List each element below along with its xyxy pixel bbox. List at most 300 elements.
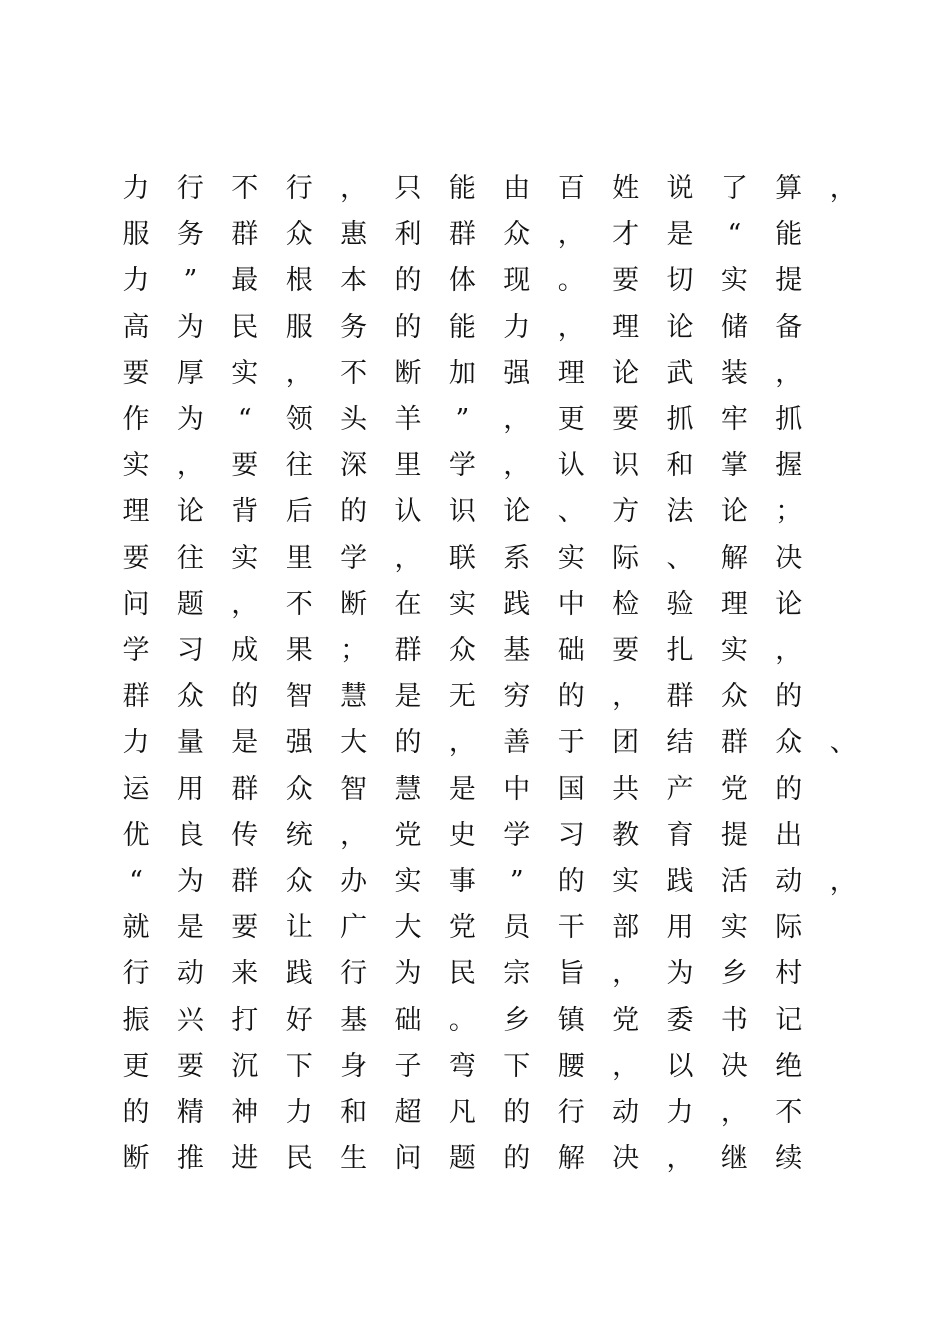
text-char: 用 [176,773,204,805]
text-char: 的 [394,727,422,759]
text-char: 作 [122,404,150,435]
text-char: 不 [231,173,259,204]
text-char: 检 [612,588,640,620]
text-char: 服 [285,311,313,343]
text-char: 委 [666,1004,694,1036]
text-char: 善 [503,727,531,759]
text-char: 产 [666,773,694,805]
text-char: 的 [231,681,259,713]
text-line [0,951,950,997]
text-char: 体 [448,265,476,297]
text-char: 要 [231,450,259,482]
text-char: 教 [612,819,640,851]
text-char: 习 [176,635,204,666]
text-char: 能 [448,173,476,204]
text-char: 大 [394,912,422,944]
text-char: 识 [448,496,476,528]
text-char: 记 [775,1004,803,1036]
text-char: ， [285,357,313,389]
text-char: 部 [612,912,640,944]
text-char: 下 [503,1050,531,1082]
text-line [0,905,950,951]
text-char: ” [455,404,470,435]
text-char: 问 [394,1143,422,1175]
text-char: 实 [448,588,476,620]
text-char: 实 [231,357,259,389]
text-char: 群 [720,727,748,759]
text-char: 众 [503,219,531,251]
text-char: 学 [503,819,531,851]
text-char: 为 [666,958,694,990]
text-char: 让 [285,912,313,944]
text-char: 最 [231,265,259,297]
text-char: 为 [176,404,204,435]
text-char: “ [129,866,143,897]
text-char: 就 [122,912,150,944]
text-char: 头 [340,404,368,435]
text-char: 加 [448,357,476,389]
text-char: 不 [285,588,313,620]
text-char: 行 [176,173,204,204]
text-char: 强 [503,357,531,389]
text-char: 识 [612,450,640,482]
text-char: ， [612,1050,640,1082]
text-char: ， [666,1143,694,1175]
text-char: 实 [720,912,748,944]
text-char: 干 [557,912,585,944]
text-char: 振 [122,1004,150,1036]
text-char: 方 [612,496,640,528]
text-char: 说 [666,173,694,204]
text-char: 要 [176,1050,204,1082]
text-char: 础 [557,635,585,666]
text-char: ， [557,311,585,343]
text-char: 际 [612,542,640,574]
text-char: 动 [612,1097,640,1128]
text-char: 际 [775,912,803,944]
text-line [0,443,950,489]
text-char: 论 [612,357,640,389]
text-char: 智 [285,681,313,713]
text-char: 力 [503,311,531,343]
text-char: ， [176,450,204,482]
text-char: 精 [176,1097,204,1128]
text-char: 弯 [448,1050,476,1082]
text-char: 力 [666,1097,694,1128]
text-char: 验 [666,588,694,620]
text-char: 武 [666,357,694,389]
text-line [0,998,950,1044]
text-char: 更 [122,1050,150,1082]
text-char: 、 [666,542,694,574]
text-char: 决 [775,542,803,574]
text-char: 的 [340,496,368,528]
text-char: 论 [503,496,531,528]
text-char: 的 [394,311,422,343]
text-char: 绝 [775,1050,803,1082]
text-char: 众 [176,681,204,713]
text-char: 百 [557,173,585,204]
text-char: 动 [176,958,204,990]
text-char: 践 [666,866,694,897]
text-char: 力 [122,173,150,204]
text-char: 提 [720,819,748,851]
text-char: 高 [122,311,150,343]
text-char: 动 [775,866,803,897]
text-line [0,582,950,628]
text-char: 牢 [720,404,748,435]
text-char: 沉 [231,1050,259,1082]
text-char: ， [775,357,803,389]
text-char: 中 [557,588,585,620]
text-char: 超 [394,1097,422,1128]
text-char: 务 [340,311,368,343]
text-char: 以 [666,1050,694,1082]
text-char: 备 [775,311,803,343]
text-char: 理 [557,357,585,389]
text-char: 力 [122,265,150,297]
text-char: 结 [666,727,694,759]
text-char: 好 [285,1004,313,1036]
text-char: 要 [231,912,259,944]
text-line [0,767,950,813]
text-char: 联 [448,542,476,574]
text-char: 论 [720,496,748,528]
text-char: 的 [557,681,585,713]
text-char: 群 [448,219,476,251]
text-char: 由 [503,173,531,204]
text-char: 活 [720,866,748,897]
text-char: 打 [231,1004,259,1036]
text-char: 续 [775,1143,803,1175]
text-char: 群 [394,635,422,666]
text-char: ； [340,635,368,666]
text-char: 慧 [340,681,368,713]
text-char: 广 [340,912,368,944]
text-char: 储 [720,311,748,343]
text-char: 认 [394,496,422,528]
text-char: 的 [775,681,803,713]
text-char: 践 [503,588,531,620]
text-line [0,859,950,905]
text-char: 身 [340,1050,368,1082]
text-char: 传 [231,819,259,851]
text-char: 腰 [557,1050,585,1082]
text-char: 法 [666,496,694,528]
text-char: 行 [340,958,368,990]
text-char: ， [231,588,259,620]
text-char: 基 [340,1004,368,1036]
text-char: 论 [775,588,803,620]
text-char: 史 [448,819,476,851]
text-char: 民 [231,311,259,343]
text-char: 来 [231,958,259,990]
text-char: 的 [122,1097,150,1128]
text-char: 为 [176,311,204,343]
text-char: 基 [503,635,531,666]
text-char: 。 [557,265,585,297]
text-char: ， [503,450,531,482]
text-char: 是 [666,219,694,251]
text-char: 只 [394,173,422,204]
text-char: ， [394,542,422,574]
text-char: 础 [394,1004,422,1036]
text-line [0,1090,950,1136]
text-char: ， [829,173,857,204]
text-line [0,212,950,258]
text-char: 继 [720,1143,748,1175]
text-char: ， [503,404,531,435]
text-char: 兴 [176,1004,204,1036]
text-char: 不 [775,1097,803,1128]
text-char: 的 [775,773,803,805]
text-char: 根 [285,265,313,297]
text-char: 才 [612,219,640,251]
text-char: ” [183,265,198,297]
text-char: 良 [176,819,204,851]
text-char: 抓 [775,404,803,435]
text-char: 理 [720,588,748,620]
text-char: ， [340,173,368,204]
text-char: 利 [394,219,422,251]
text-char: 要 [122,542,150,574]
text-char: 装 [720,357,748,389]
text-char: 育 [666,819,694,851]
text-char: ， [829,866,857,897]
text-char: 能 [448,311,476,343]
text-char: 群 [231,773,259,805]
text-char: 学 [122,635,150,666]
text-char: 中 [503,773,531,805]
text-char: 民 [285,1143,313,1175]
text-char: 背 [231,496,259,528]
text-char: ， [612,681,640,713]
text-char: 解 [557,1143,585,1175]
text-char: 党 [612,1004,640,1036]
text-char: 旨 [557,958,585,990]
text-char: 要 [612,404,640,435]
text-char: 乡 [720,958,748,990]
text-char: 为 [394,958,422,990]
text-char: 实 [394,866,422,897]
text-char: 践 [285,958,313,990]
text-char: 的 [503,1143,531,1175]
text-line [0,258,950,304]
text-char: 姓 [612,173,640,204]
text-char: 往 [285,450,313,482]
text-char: 要 [612,265,640,297]
text-char: ； [775,496,803,528]
text-char: 共 [612,773,640,805]
text-char: 子 [394,1050,422,1082]
text-char: 统 [285,819,313,851]
text-char: 实 [612,866,640,897]
text-char: 学 [448,450,476,482]
text-char: 众 [285,219,313,251]
text-char: 于 [557,727,585,759]
text-char: 提 [775,265,803,297]
text-char: 切 [666,265,694,297]
text-char: 断 [394,357,422,389]
text-char: 是 [176,912,204,944]
text-char: ， [775,635,803,666]
text-char: 无 [448,681,476,713]
text-char: 习 [557,819,585,851]
text-line [0,489,950,535]
text-char: 事 [448,866,476,897]
text-char: 和 [340,1097,368,1128]
text-char: 推 [176,1143,204,1175]
text-char: ， [720,1097,748,1128]
text-char: 力 [285,1097,313,1128]
text-char: 算 [775,173,803,204]
text-char: 掌 [720,450,748,482]
text-char: 村 [775,958,803,990]
text-char: 果 [285,635,313,666]
text-char: 是 [231,727,259,759]
text-char: 更 [557,404,585,435]
text-char: 是 [394,681,422,713]
text-char: 团 [612,727,640,759]
text-char: 大 [340,727,368,759]
text-line [0,397,950,443]
text-char: 的 [394,265,422,297]
text-char: 抓 [666,404,694,435]
text-line [0,1044,950,1090]
text-char: 行 [122,958,150,990]
text-char: 论 [666,311,694,343]
text-char: 决 [612,1143,640,1175]
text-char: ” [509,866,524,897]
text-char: 题 [448,1143,476,1175]
text-char: 众 [285,866,313,897]
text-char: 深 [340,450,368,482]
text-char: 党 [448,912,476,944]
text-char: 行 [557,1097,585,1128]
text-char: 实 [720,635,748,666]
text-char: 实 [557,542,585,574]
text-char: 系 [503,542,531,574]
text-char: 民 [448,958,476,990]
text-char: 群 [122,681,150,713]
text-char: 力 [122,727,150,759]
text-char: 羊 [394,404,422,435]
text-char: 众 [720,681,748,713]
text-char: 运 [122,773,150,805]
text-char: ， [612,958,640,990]
text-char: 解 [720,542,748,574]
text-char: ， [448,727,476,759]
text-line [0,351,950,397]
text-char: 穷 [503,681,531,713]
text-char: 出 [775,819,803,851]
text-char: ， [340,819,368,851]
text-char: 党 [720,773,748,805]
text-char: 、 [557,496,585,528]
text-char: 的 [557,866,585,897]
text-char: 群 [666,681,694,713]
text-char: 下 [285,1050,313,1082]
text-char: 现 [503,265,531,297]
text-char: “ [727,219,742,251]
text-line [0,720,950,766]
text-char: 书 [720,1004,748,1036]
text-char: 的 [503,1097,531,1128]
text-char: 优 [122,819,150,851]
text-char: 众 [448,635,476,666]
text-char: 握 [775,450,803,482]
text-line [0,674,950,720]
text-line [0,628,950,674]
text-char: 能 [775,219,803,251]
text-char: 实 [231,542,259,574]
text-char: 认 [557,450,585,482]
text-char: 论 [176,496,204,528]
text-char: 在 [394,588,422,620]
text-line [0,305,950,351]
text-char: 众 [775,727,803,759]
text-char: 领 [285,404,313,435]
text-char: 往 [176,542,204,574]
text-char: 凡 [448,1097,476,1128]
text-char: 决 [720,1050,748,1082]
text-char: 进 [231,1143,259,1175]
text-char: 群 [231,219,259,251]
text-char: 乡 [503,1004,531,1036]
text-char: 扎 [666,635,694,666]
text-char: 智 [340,773,368,805]
text-char: 务 [176,219,204,251]
text-char: 宗 [503,958,531,990]
text-char: 强 [285,727,313,759]
text-char: 不 [340,357,368,389]
text-char: 问 [122,588,150,620]
text-char: 实 [122,450,150,482]
text-char: 镇 [557,1004,585,1036]
text-char: 为 [176,866,204,897]
text-char: 用 [666,912,694,944]
text-char: 慧 [394,773,422,805]
text-char: 、 [829,727,857,759]
text-char: 要 [122,357,150,389]
text-char: 员 [503,912,531,944]
text-char: 和 [666,450,694,482]
text-char: 神 [231,1097,259,1128]
text-char: 量 [176,727,204,759]
text-char: 众 [285,773,313,805]
text-char: 国 [557,773,585,805]
text-char: 厚 [176,357,204,389]
text-char: 断 [340,588,368,620]
text-char: 是 [448,773,476,805]
text-char: 学 [340,542,368,574]
text-char: 理 [612,311,640,343]
text-char: “ [237,404,252,435]
text-char: 生 [340,1143,368,1175]
text-line [0,1136,950,1182]
text-char: 本 [340,265,368,297]
text-char: 。 [448,1004,476,1036]
text-char: 服 [122,219,150,251]
text-char: 行 [285,173,313,204]
text-char: 了 [720,173,748,204]
text-char: ， [557,219,585,251]
text-char: 党 [394,819,422,851]
text-char: 里 [394,450,422,482]
text-char: 题 [176,588,204,620]
text-char: 惠 [340,219,368,251]
text-char: 实 [720,265,748,297]
